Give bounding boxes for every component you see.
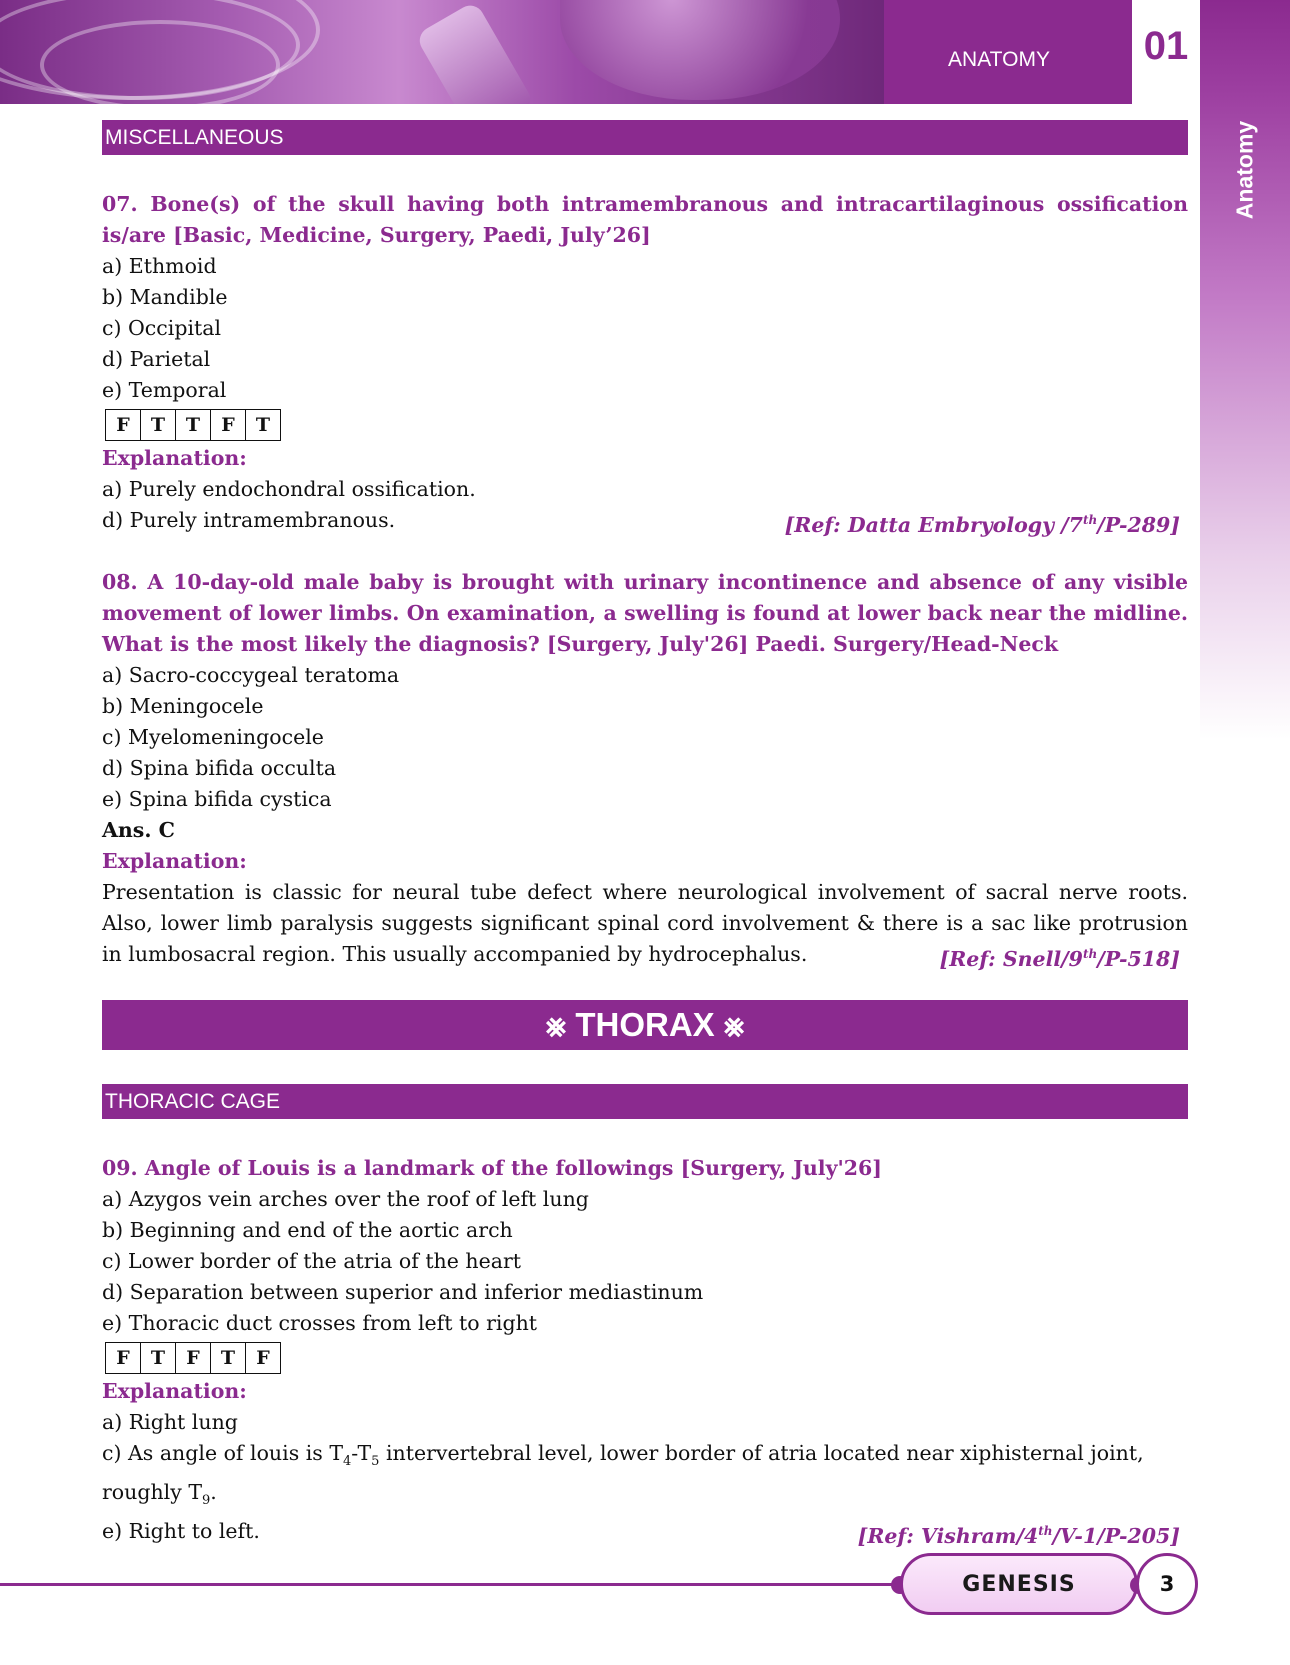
explanation-line: d) Purely intramembranous. <box>102 508 396 532</box>
explanation-heading: Explanation: <box>102 446 247 470</box>
option-a: a) Azygos vein arches over the roof of left lung <box>102 1187 589 1211</box>
answer-label: Ans. C <box>102 818 175 842</box>
answer-cell: F <box>210 409 246 441</box>
reference: [Ref: Snell/9th/P-518] <box>939 946 1180 971</box>
option-c: c) Lower border of the atria of the heart <box>102 1249 521 1273</box>
microscope-graphic <box>415 1 536 104</box>
option-a: a) Sacro-coccygeal teratoma <box>102 663 400 687</box>
explanation-line: c) As angle of louis is $T_4-T_5$ intervertebral level, lower border of atria located near xiphisternal joint, roughly $T_9$. <box>102 1441 1144 1509</box>
footer-brand: GENESIS <box>900 1553 1138 1615</box>
section-heading-thoracic-cage: THORACIC CAGE <box>102 1084 1188 1119</box>
explanation-line: a) Right lung <box>102 1410 238 1434</box>
explanation-heading: Explanation: <box>102 849 247 873</box>
option-e: e) Thoracic duct crosses from left to right <box>102 1311 538 1335</box>
question-text: 09. Angle of Louis is a landmark of the followings [Surgery, July'26] <box>102 1156 883 1180</box>
answer-cell: F <box>105 409 141 441</box>
option-e: e) Temporal <box>102 378 227 402</box>
option-c: c) Myelomeningocele <box>102 725 324 749</box>
answer-key-table <box>105 409 1188 441</box>
page-number: 3 <box>1136 1553 1198 1615</box>
option-a: a) Ethmoid <box>102 254 217 278</box>
question-block-07 <box>102 189 1188 536</box>
answer-key-table <box>105 1342 1188 1374</box>
option-b: b) Beginning and end of the aortic arch <box>102 1218 513 1242</box>
chapter-number: 01 <box>1132 0 1200 104</box>
answer-cell: T <box>245 409 281 441</box>
subject-title: ANATOMY <box>948 48 1050 71</box>
side-label: Anatomy <box>1231 120 1258 220</box>
explanation-line-with-ref <box>102 1516 1188 1547</box>
answer-cell: F <box>105 1342 141 1374</box>
page-content <box>102 120 1188 1552</box>
side-strip <box>1200 0 1290 740</box>
subject-tab <box>884 0 1132 104</box>
reference: [Ref: Datta Embryology /7th/P-289] <box>784 512 1180 537</box>
answer-cell: T <box>175 409 211 441</box>
explanation-line-with-ref <box>102 505 1188 536</box>
question-text: 08. A 10-day-old male baby is brought with urinary incontinence and absence of any visible movement of lower limbs. On examination, a swelling is found at lower back near the midline. What is the most likely the diagnosis? [Surgery, July'26] Paedi. Surgery/Head-Neck <box>102 570 1188 656</box>
explanation-paragraph: Presentation is classic for neural tube defect where neurological involvement of sacral nerve roots. Also, lower limb paralysis suggests significant spinal cord involvement & there is a sac like protrusion in lumbosacral region. This usually accompanied by hydrocephalus. [Ref: Snell/9th/P-518] <box>102 877 1188 970</box>
star-cross-icon: ⨳ <box>545 1006 567 1043</box>
header-banner-image <box>0 0 886 104</box>
option-c: c) Occipital <box>102 316 222 340</box>
option-b: b) Mandible <box>102 285 228 309</box>
explanation-line: e) Right to left. <box>102 1519 260 1544</box>
chapter-heading-bar <box>102 1000 1188 1050</box>
option-e: e) Spina bifida cystica <box>102 787 332 811</box>
chapter-title: THORAX <box>575 1006 715 1043</box>
rib-shape <box>40 20 280 104</box>
answer-cell: F <box>175 1342 211 1374</box>
reference: [Ref: Vishram/4th/V-1/P-205] <box>857 1524 1180 1549</box>
option-d: d) Separation between superior and inferior mediastinum <box>102 1280 704 1304</box>
option-d: d) Spina bifida occulta <box>102 756 337 780</box>
question-block-09 <box>102 1153 1188 1547</box>
answer-cell: T <box>140 409 176 441</box>
explanation-line: a) Purely endochondral ossification. <box>102 477 476 501</box>
answer-cell: F <box>245 1342 281 1374</box>
answer-cell: T <box>140 1342 176 1374</box>
option-b: b) Meningocele <box>102 694 264 718</box>
star-cross-icon: ⨳ <box>723 1006 745 1043</box>
question-block-08 <box>102 567 1188 970</box>
heart-graphic <box>560 0 840 100</box>
footer-rule <box>0 1583 900 1586</box>
option-d: d) Parietal <box>102 347 211 371</box>
explanation-heading: Explanation: <box>102 1379 247 1403</box>
section-heading-misc: MISCELLANEOUS <box>102 120 1188 155</box>
answer-cell: T <box>210 1342 246 1374</box>
question-text: 07. Bone(s) of the skull having both intramembranous and intracartilaginous ossification is/are [Basic, Medicine, Surgery, Paedi, July’26] <box>102 192 1188 247</box>
